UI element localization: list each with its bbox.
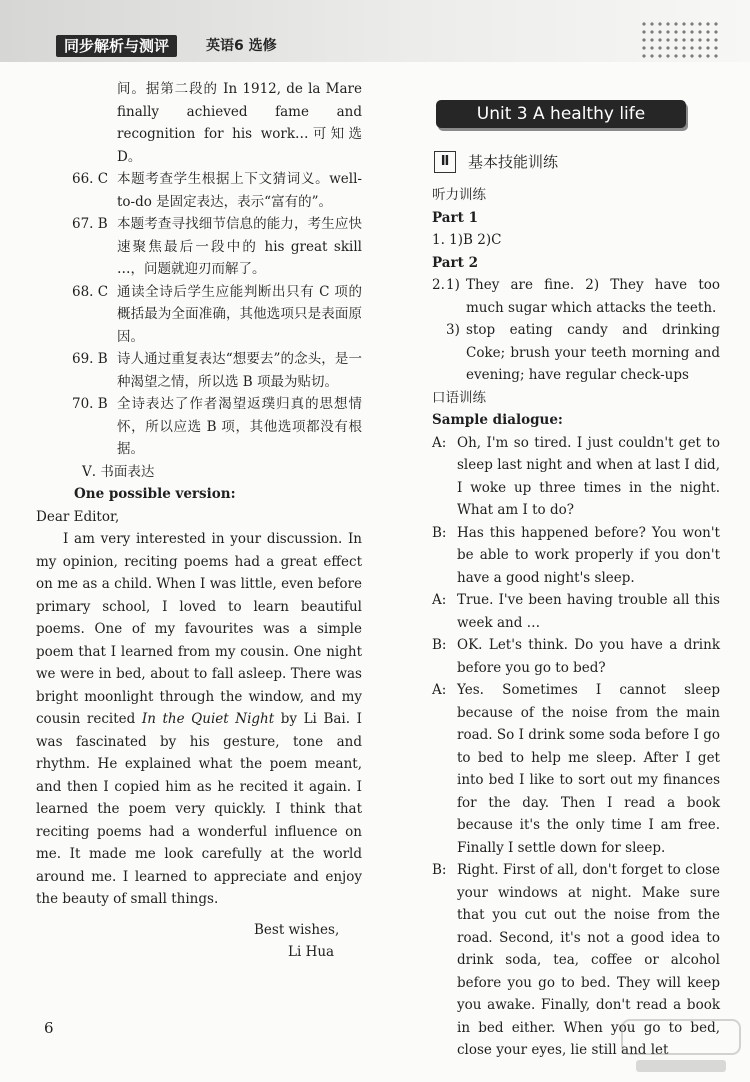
answer-explanation: 诗人通过重复表达“想要去”的念头，是一种渴望之情，所以选 B 项最为贴切。 <box>117 351 362 390</box>
answer-number: 69. B <box>72 351 108 367</box>
version-label: One possible version: <box>74 486 236 502</box>
dialogue-text: Right. First of all, don't forget to close your windows at night. Make sure that you cut out the noise from the road. Second, it's not a good idea to drink soda, tea, coffee or alcohol before you go to bed. They will keep you awake. Finally, don't read a book in bed either. When you go to bed, close your eyes, lie still and let <box>457 862 720 1058</box>
part2-label: Part 2 <box>432 254 478 271</box>
part2-answer-list <box>446 274 720 387</box>
part2-item-3 <box>446 319 720 387</box>
answer-67 <box>72 213 362 281</box>
speaker-label: B: <box>432 637 447 653</box>
speaker-label: B: <box>432 862 447 878</box>
dialogue-text: Has this happened before? You won't be able to work properly if you don't have a good night's sleep. <box>457 524 720 586</box>
book-title-badge: 同步解析与测评 <box>56 35 177 57</box>
dialogue-line <box>432 522 720 590</box>
answer-number: 70. B <box>72 396 108 412</box>
speaker-label: A: <box>432 592 447 608</box>
answer-69 <box>72 348 362 393</box>
book-subject: 英语6 选修 <box>206 38 277 54</box>
decorative-dot-pattern-icon <box>640 20 720 60</box>
dialogue-line <box>432 432 720 522</box>
item-text: They are fine. 2) They have too much sugar which attacks the teeth. <box>466 277 720 316</box>
answer-explanation: 本题考查学生根据上下文猜词义。well-to-do 是固定表达，表示“富有的”。 <box>117 171 362 210</box>
site-watermark-icon <box>616 1012 746 1078</box>
right-column <box>432 78 720 1062</box>
dialogue-line <box>432 679 720 859</box>
letter-closing: Best wishes, <box>254 921 340 938</box>
item-text: stop eating candy and drinking Coke; brush your teeth morning and evening; have regular check-ups <box>466 322 720 383</box>
answer-number: 67. B <box>72 216 108 232</box>
part2-item-1 <box>446 274 720 319</box>
answer-68 <box>72 281 362 349</box>
speaker-label: B: <box>432 524 447 541</box>
dialogue-line <box>432 634 720 679</box>
listening-heading: 听力训练 <box>432 187 486 203</box>
speaking-heading: 口语训练 <box>432 389 486 406</box>
dialogue-text: True. I've been having trouble all this week and … <box>457 592 720 631</box>
answer-explanation: 本题考查寻找细节信息的能力，考生应快速聚焦最后一段中的 his great skill …，问题就迎刃而解了。 <box>117 216 362 277</box>
page-header <box>0 0 750 62</box>
speaker-label: A: <box>432 682 447 698</box>
letter-signature: Li Hua <box>288 944 335 960</box>
dialogue-line <box>432 589 720 634</box>
answer-70 <box>72 393 362 461</box>
letter-body-part1: I am very interested in your discussion. In my opinion, reciting poems had a great effect on me as a child. When I was little, even before primary school, I loved to learn beautiful poems. One of my favourites was a simple poem that I learned from my cousin. One night we were in bed, about to fall asleep. There was bright moonlight through the window, and my cousin recited <box>36 531 362 727</box>
answer-number: 2. <box>432 277 445 293</box>
page-number: 6 <box>44 1019 54 1037</box>
item-number: 3) <box>446 322 460 338</box>
dialogue-text: Oh, I'm so tired. I just couldn't get to sleep last night and when at last I did, I woke up three times in the night. What am I to do? <box>457 434 720 518</box>
unit-title-banner: Unit 3 A healthy life <box>436 100 686 128</box>
letter-salutation: Dear Editor, <box>36 508 120 525</box>
part2-answers <box>432 274 720 387</box>
sample-dialogue-label: Sample dialogue: <box>432 412 563 428</box>
section-heading-basic-skills <box>432 150 720 174</box>
left-column <box>36 78 362 964</box>
part1-label: Part 1 <box>432 209 478 226</box>
roman-numeral-box: Ⅱ <box>434 151 456 173</box>
answer-explanation: 全诗表达了作者渴望返璞归真的思想情怀，所以应选 B 项，其他选项都没有根据。 <box>117 396 362 457</box>
item-number: 1) <box>446 277 460 293</box>
poem-title: In the Quiet Night <box>141 711 275 727</box>
speaker-label: A: <box>432 434 447 451</box>
section-heading-text: 基本技能训练 <box>468 152 559 171</box>
answer-number: 68. C <box>72 283 109 300</box>
dialogue-text: Yes. Sometimes I cannot sleep because of the noise from the main road. So I drink some soda before I go to bed to help me sleep. After I get into bed I like to sort out my finances for the day. Then I read a book because it's the only time I am free. Finally I settle down for sleep. <box>457 682 720 856</box>
part1-answers: 1. 1)B 2)C <box>432 232 502 248</box>
answer-66 <box>72 168 362 213</box>
section-heading-writing: Ⅴ. 书面表达 <box>82 463 155 480</box>
answer-explanation: 通读全诗后学生应能判断出只有 C 项的概括最为全面准确，其他选项只是表面原因。 <box>117 283 362 345</box>
answer-65-continuation: 间。据第二段的 In 1912, de la Mare finally achieved fame and recognition for his work…可知选 D。 <box>117 81 362 165</box>
letter-body <box>36 528 362 911</box>
dialogue-text: OK. Let's think. Do you have a drink before you go to bed? <box>457 637 720 676</box>
answer-number: 66. C <box>72 171 109 187</box>
letter-body-part2: by Li Bai. I was fascinated by his gesture, tone and rhythm. He explained what the poem meant, and then I copied him as he recited it again. I learned the poem very quickly. I think that reciting poems had a wonderful influence on me. It made me look carefully at the world around me. I learned to appreciate and enjoy the beauty of small things. <box>36 711 362 907</box>
